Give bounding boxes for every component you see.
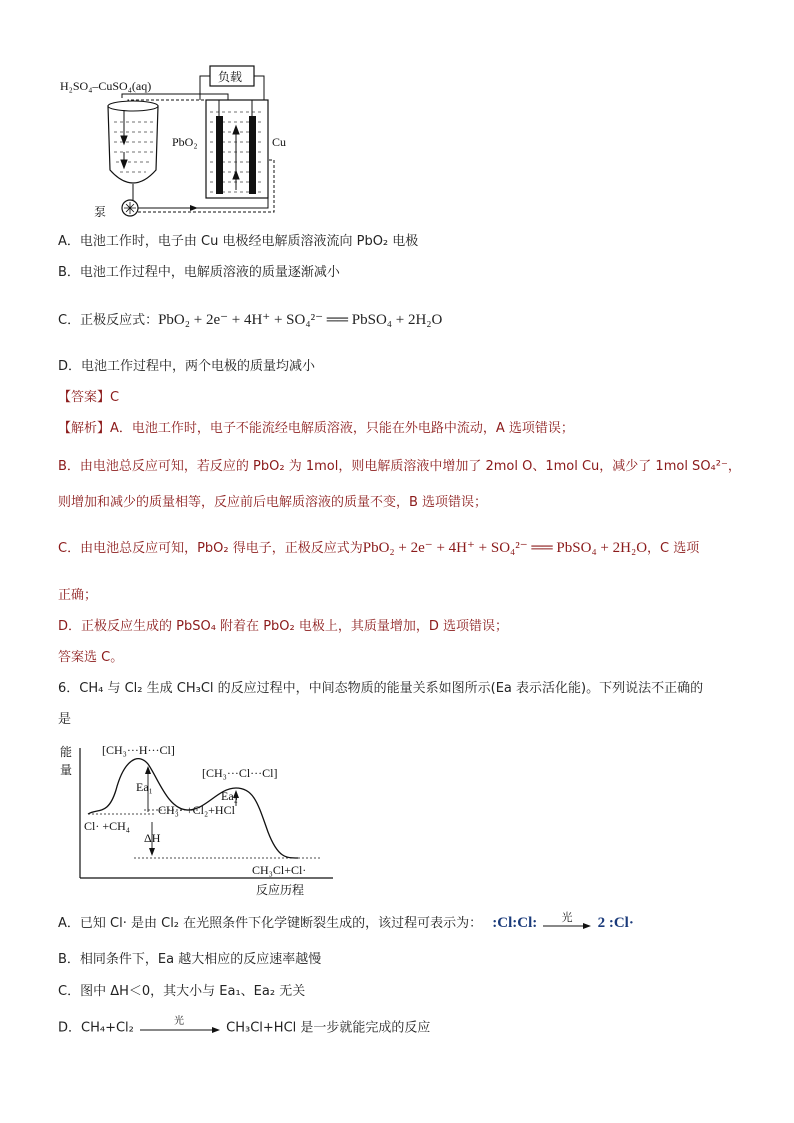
q6-option-d-left: D．CH₄+Cl₂ bbox=[58, 1020, 134, 1036]
solution-label: H₂SO₄–CuSO₄(aq) bbox=[60, 79, 152, 93]
analysis-a-text: A．电池工作时，电子不能流经电解质溶液，只能在外电路中流动，A 选项错误； bbox=[110, 421, 574, 436]
delta-h-label: ΔH bbox=[144, 831, 161, 845]
cu-label: Cu bbox=[272, 135, 287, 149]
analysis-c-line1 bbox=[58, 538, 699, 559]
reactants-label: Cl· +CH₄ bbox=[84, 819, 130, 833]
q6-option-c: C．图中 ΔH＜0，其大小与 Ea₁、Ea₂ 无关 bbox=[58, 984, 306, 999]
q6-option-a-condition: 光 bbox=[561, 910, 573, 924]
analysis-c-suffix: ，C 选项 bbox=[647, 541, 700, 556]
cell-container bbox=[206, 100, 268, 198]
analysis-c-prefix: C．由电池总反应可知，PbO₂ 得电子，正极反应式为 bbox=[58, 541, 363, 556]
y-axis-label-2: 量 bbox=[60, 763, 73, 777]
ts2-label: [CH₃···Cl···Cl] bbox=[202, 766, 278, 780]
ts1-label: [CH₃···H···Cl] bbox=[102, 743, 175, 757]
q5-option-c-prefix: C．正极反应式： bbox=[58, 313, 159, 328]
q6-option-a bbox=[58, 910, 634, 934]
intermediate-label: CH₃· +Cl₂+HCl bbox=[158, 803, 235, 817]
cu-electrode bbox=[249, 116, 256, 194]
q6-option-d-condition: 光 bbox=[174, 1016, 185, 1027]
q5-option-c bbox=[58, 310, 442, 331]
q6-option-a-arrow bbox=[541, 910, 593, 934]
q6-option-b: B．相同条件下，Ea 越大相应的反应速率越慢 bbox=[58, 952, 322, 967]
analysis-b-line1: B．由电池总反应可知，若反应的 PbO₂ 为 1mol，则电解质溶液中增加了 2mol O、1mol Cu，减少了 1mol SO₄²⁻， bbox=[58, 459, 741, 474]
analysis-c-equation: PbO₂ + 2e⁻ + 4H⁺ + SO₄²⁻ ══ PbSO₄ + 2H₂O bbox=[362, 540, 648, 556]
analysis-tag: 【解析】 bbox=[58, 421, 111, 436]
ea1-label: Ea₁ bbox=[136, 780, 153, 794]
q6-option-d-arrow bbox=[138, 1018, 222, 1038]
q5-option-a: A．电池工作时，电子由 Cu 电极经电解质溶液流向 PbO₂ 电极 bbox=[58, 234, 419, 249]
q6-option-a-prefix: A．已知 Cl· 是由 Cl₂ 在光照条件下化学键断裂生成的，该过程可表示为： bbox=[58, 916, 483, 931]
analysis-b-line2: 则增加和减少的质量相等，反应前后电解质溶液的质量不变，B 选项错误； bbox=[58, 495, 488, 510]
q6-stem-line2: 是 bbox=[58, 712, 72, 727]
load-label: 负载 bbox=[218, 70, 243, 84]
x-axis-label: 反应历程 bbox=[256, 883, 305, 897]
q6-option-a-right: 2 :Cl· bbox=[597, 915, 634, 931]
q6-stem-line1: 6．CH₄ 与 Cl₂ 生成 CH₃Cl 的反应过程中，中间态物质的能量关系如图所示(Ea 表示活化能)。下列说法不正确的 bbox=[58, 681, 704, 696]
answer-label: 【答案】C bbox=[58, 390, 120, 405]
reaction-arrow-icon bbox=[543, 923, 591, 929]
q5-option-b: B．电池工作过程中，电解质溶液的质量逐渐减小 bbox=[58, 265, 340, 280]
pump-label: 泵 bbox=[94, 205, 107, 219]
q6-option-d bbox=[58, 1018, 430, 1039]
products-label: CH₃Cl+Cl· bbox=[252, 863, 307, 877]
q5-option-d: D．电池工作过程中，两个电极的质量均减小 bbox=[58, 359, 316, 374]
q5-option-c-equation: PbO₂ + 2e⁻ + 4H⁺ + SO₄²⁻ ══ PbSO₄ + 2H₂O bbox=[158, 312, 443, 328]
conclusion: 答案选 C。 bbox=[58, 650, 124, 665]
ea2-label: Ea₂ bbox=[221, 789, 238, 803]
analysis-d: D．正极反应生成的 PbSO₄ 附着在 PbO₂ 电极上，其质量增加，D 选项错误； bbox=[58, 619, 509, 634]
q6-option-d-right: CH₃Cl+HCl 是一步就能完成的反应 bbox=[226, 1020, 431, 1036]
q6-option-a-left: :Cl:Cl: bbox=[492, 915, 538, 931]
energy-profile-figure bbox=[58, 738, 358, 898]
battery-apparatus-figure bbox=[58, 60, 288, 220]
analysis-a bbox=[58, 419, 574, 439]
reservoir bbox=[108, 106, 158, 183]
pbo2-label: PbO₂ bbox=[172, 135, 198, 149]
y-axis-label-1: 能 bbox=[60, 745, 73, 759]
pbo2-electrode bbox=[216, 116, 223, 194]
analysis-c-line2: 正确； bbox=[58, 588, 98, 603]
reaction-arrow-icon bbox=[140, 1027, 220, 1033]
